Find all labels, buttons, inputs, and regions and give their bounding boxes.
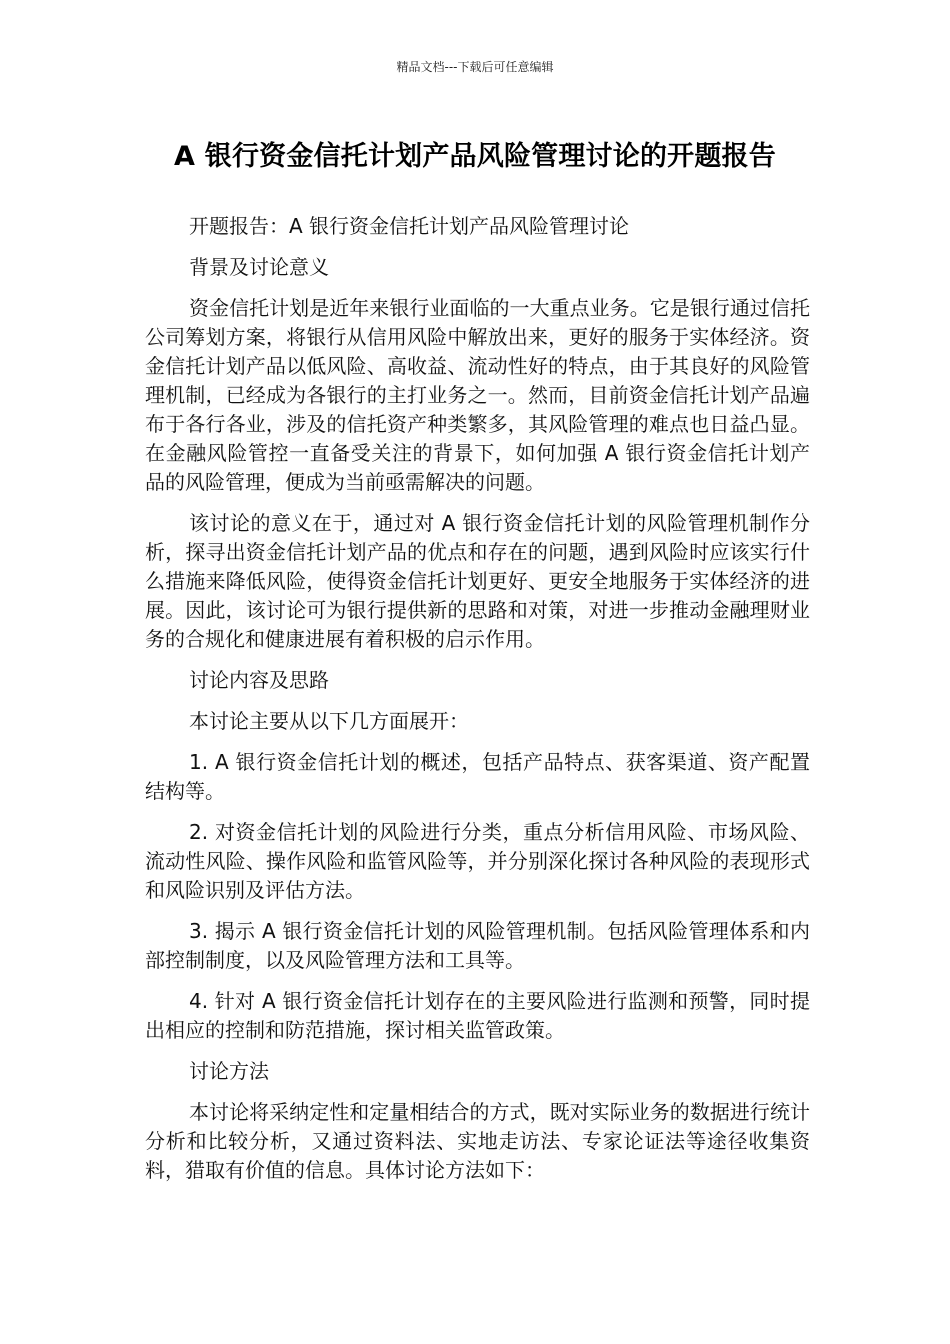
section-heading-method: 讨论方法 <box>189 1059 269 1083</box>
section-heading-background: 背景及讨论意义 <box>189 255 329 279</box>
document-body <box>145 212 810 1197</box>
paragraph-significance: 该讨论的意义在于，通过对 A 银行资金信托计划的风险管理机制作分析，探寻出资金信托计划产品的优点和存在的问题，遇到风险时应该实行什么措施来降低风险，使得资金信托计划更好、更安全地服务于实体经济的进展。因此，该讨论可为银行提供新的思路和对策，对进一步推动金融理财业务的合规化和健康进展有着积极的启示作用。 <box>145 511 810 651</box>
list-item-1: 1. A 银行资金信托计划的概述，包括产品特点、获客渠道、资产配置结构等。 <box>145 750 810 803</box>
report-subtitle: 开题报告：A 银行资金信托计划产品风险管理讨论 <box>189 214 630 238</box>
paragraph-content-intro: 本讨论主要从以下几方面展开： <box>189 709 469 733</box>
paragraph-method: 本讨论将采纳定性和定量相结合的方式，既对实际业务的数据进行统计分析和比较分析，又通过资料法、实地走访法、专家论证法等途径收集资料，猎取有价值的信息。具体讨论方法如下： <box>145 1100 810 1182</box>
section-heading-content: 讨论内容及思路 <box>189 668 329 692</box>
document-title: A 银行资金信托计划产品风险管理讨论的开题报告 <box>174 141 776 172</box>
list-item-3: 3. 揭示 A 银行资金信托计划的风险管理机制。包括风险管理体系和内部控制制度，以及风险管理方法和工具等。 <box>145 919 810 972</box>
header-note: 精品文档---下载后可任意编辑 <box>396 60 554 74</box>
paragraph-background: 资金信托计划是近年来银行业面临的一大重点业务。它是银行通过信托公司筹划方案，将银行从信用风险中解放出来，更好的服务于实体经济。资金信托计划产品以低风险、高收益、流动性好的特点，由于其良好的风险管理机制，已经成为各银行的主打业务之一。然而，目前资金信托计划产品遍布于各行各业，涉及的信托资产种类繁多，其风险管理的难点也日益凸显。在金融风险管控一直备受关注的背景下，如何加强 A 银行资金信托计划产品的风险管理，便成为当前亟需解决的问题。 <box>145 296 810 494</box>
list-item-4: 4. 针对 A 银行资金信托计划存在的主要风险进行监测和预警，同时提出相应的控制和防范措施，探讨相关监管政策。 <box>145 989 810 1042</box>
list-item-2: 2. 对资金信托计划的风险进行分类，重点分析信用风险、市场风险、流动性风险、操作风险和监管风险等，并分别深化探讨各种风险的表现形式和风险识别及评估方法。 <box>145 820 810 902</box>
